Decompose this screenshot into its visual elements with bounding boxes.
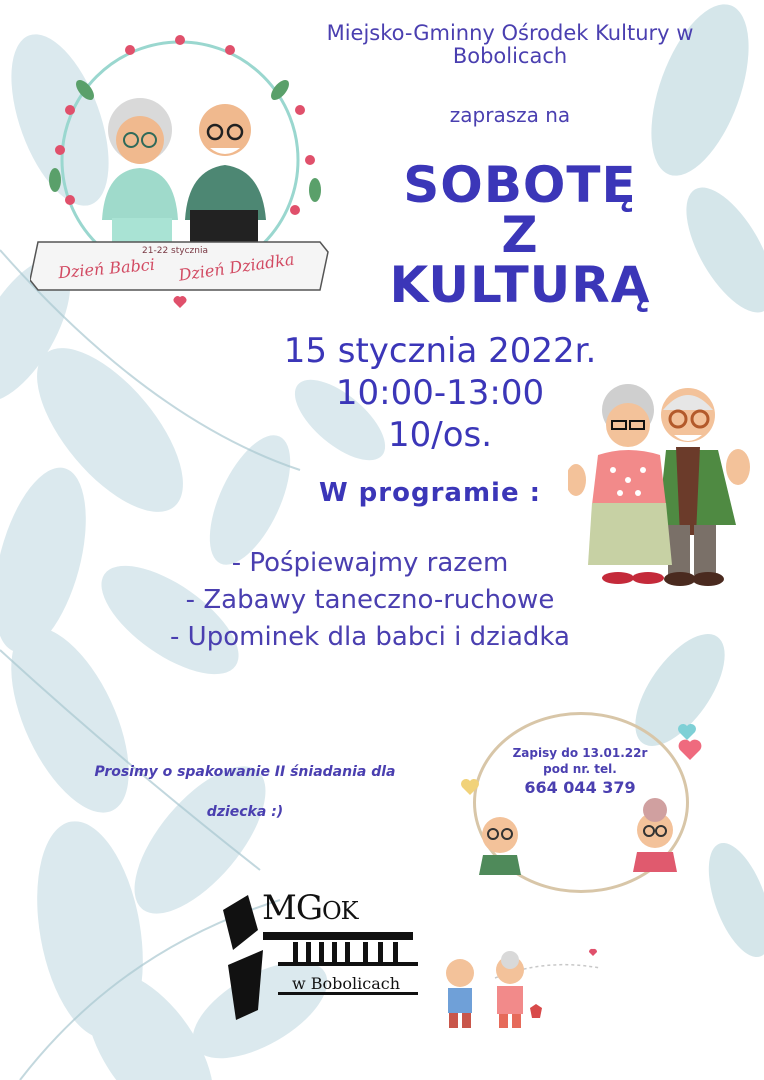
notice-line-1: Prosimy o spakowanie II śniadania dla [94,764,396,780]
logo-title-big: MG [262,888,322,928]
invite-text: zaprasza na [449,103,571,127]
breakfast-notice [60,752,430,832]
program-heading: W programie : [318,478,542,508]
headline-line-1: SOBOTĘ [403,156,637,214]
mgok-logo-title [262,888,358,928]
registration-phone-number: 664 044 379 [524,778,636,797]
banner-grandpa-day: Dzień Dziadka [177,249,296,285]
organizer-line-2: Bobolicach [452,44,568,68]
registration-decorations [455,710,705,890]
program-item: - Pośpiewajmy razem [231,548,509,578]
wreath-date-caption: 21-22 stycznia [142,246,208,256]
event-date: 15 stycznia 2022r. [283,331,597,371]
banner-grandma-day: Dzień Babci [57,254,156,283]
program-item: - Zabawy taneczno-ruchowe [185,585,555,615]
notice-line-2: dziecka :) [206,804,284,820]
mgok-logo-caption: w Bobolicach [292,974,401,993]
organizer-name [280,22,740,68]
organizer-line-1: Miejsko-Gminny Ośrodek Kultury w [326,21,694,45]
program-list [90,545,650,656]
small-couple-illustration [435,948,605,1038]
headline-line-2: Z [501,206,539,264]
headline [330,156,710,314]
registration-phone-label: pod nr. tel. [543,762,617,776]
program-item: - Upominek dla babci i dziadka [170,622,570,652]
event-time: 10:00-13:00 [335,373,545,413]
registration-deadline: Zapisy do 13.01.22r [512,746,648,760]
logo-title-small: OK [321,897,358,925]
headline-line-3: KULTURĄ [389,256,651,314]
registration-info [495,745,665,799]
event-price: 10/os. [387,415,493,455]
